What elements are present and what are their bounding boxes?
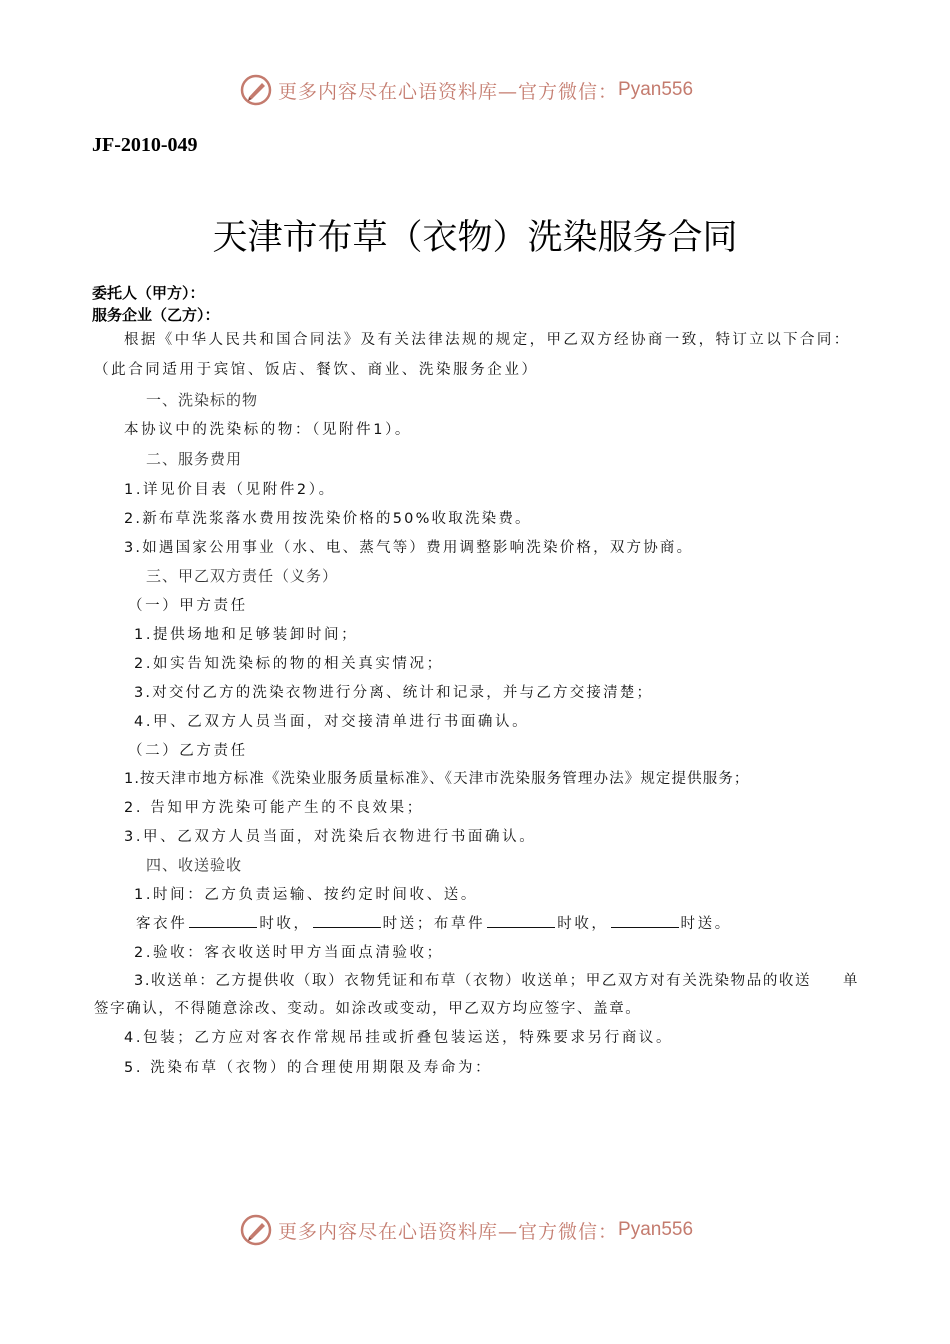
header-watermark <box>240 70 693 110</box>
schedule-guest-label: 客衣件 <box>136 916 188 932</box>
party-b-duty: 2. 告知甲方洗染可能产生的不良效果； <box>124 800 424 816</box>
section-2-item: 2.新布草洗浆落水费用按洗染价格的50%收取洗染费。 <box>124 511 532 527</box>
blank-field[interactable] <box>189 913 257 928</box>
party-a-duty: 1.提供场地和足够装卸时间； <box>134 627 359 643</box>
watermark-wechat: Pyan556 <box>618 1219 694 1240</box>
party-a-duty: 3.对交付乙方的洗染衣物进行分离、统计和记录，并与乙方交接清楚； <box>134 685 654 701</box>
schedule-receive-label: 时收， <box>557 916 609 932</box>
watermark-text: 更多内容尽在心语资料库—官方微信： <box>278 1220 619 1243</box>
schedule-receive-label: 时收， <box>259 916 311 932</box>
watermark-wechat: Pyan556 <box>618 79 694 100</box>
party-b-duty: 1.按天津市地方标准《洗染业服务质量标准》、《天津市洗染服务管理办法》规定提供服务； <box>124 771 750 787</box>
section-1-heading: 一、洗染标的物 <box>146 391 259 409</box>
blank-field[interactable] <box>487 913 555 928</box>
footer-watermark <box>240 1210 693 1250</box>
packaging: 4.包装；乙方应对客衣作常规吊挂或折叠包装运送，特殊要求另行商议。 <box>124 1030 674 1046</box>
delivery-slip-continued: 签字确认，不得随意涂改、变动。如涂改或变动，甲乙双方均应签字、盖章。 <box>94 1001 642 1017</box>
scope-note: （此合同适用于宾馆、饭店、餐饮、商业、洗染服务企业） <box>94 362 539 378</box>
blank-field[interactable] <box>313 913 381 928</box>
pen-logo-icon <box>240 1214 272 1246</box>
section-1-text: 本协议中的洗染标的物：（见附件1）。 <box>124 422 413 438</box>
delivery-check: 2.验收：客衣收送时甲方当面点清验收； <box>134 945 444 961</box>
section-2-item: 3.如遇国家公用事业（水、电、蒸气等）费用调整影响洗染价格，双方协商。 <box>124 540 694 556</box>
intro-paragraph: 根据《中华人民共和国合同法》及有关法律法规的规定，甲乙双方经协商一致，特订立以下合同： <box>124 332 851 348</box>
party-a-duty: 2.如实告知洗染标的物的相关真实情况； <box>134 656 444 672</box>
section-3-heading: 三、甲乙双方责任（义务） <box>146 567 339 585</box>
party-b-duty: 3.甲、乙双方人员当面，对洗染后衣物进行书面确认。 <box>124 829 537 845</box>
party-b-label: 服务企业（乙方）： <box>92 306 220 324</box>
delivery-time: 1.时间：乙方负责运输、按约定时间收、送。 <box>134 887 478 903</box>
section-2-item: 1.详见价目表（见附件2）。 <box>124 482 336 498</box>
watermark-text: 更多内容尽在心语资料库—官方微信： <box>278 80 619 103</box>
delivery-slip: 3.收送单：乙方提供收（取）衣物凭证和布草（衣物）收送单；甲乙双方对有关洗染物品的收送 <box>134 973 812 989</box>
party-a-duty: 4.甲、乙双方人员当面，对交接清单进行书面确认。 <box>134 714 530 730</box>
party-a-label: 委托人（甲方）： <box>92 284 205 302</box>
service-life: 5. 洗染布草（衣物）的合理使用期限及寿命为： <box>124 1060 493 1076</box>
delivery-slip-tail: 单 <box>843 973 861 989</box>
pen-logo-icon <box>240 74 272 106</box>
party-a-duties-title: （一）甲方责任 <box>128 598 248 614</box>
schedule-send-label: 时送；布草件 <box>382 916 486 932</box>
schedule-send-label: 时送。 <box>680 916 732 932</box>
delivery-schedule <box>136 912 732 933</box>
section-4-heading: 四、收送验收 <box>146 856 243 874</box>
document-code: JF-2010-049 <box>92 134 198 156</box>
blank-field[interactable] <box>611 913 679 928</box>
section-2-heading: 二、服务费用 <box>146 450 243 468</box>
page-title: 天津市布草（衣物）洗染服务合同 <box>212 218 738 258</box>
party-b-duties-title: （二）乙方责任 <box>128 743 248 759</box>
